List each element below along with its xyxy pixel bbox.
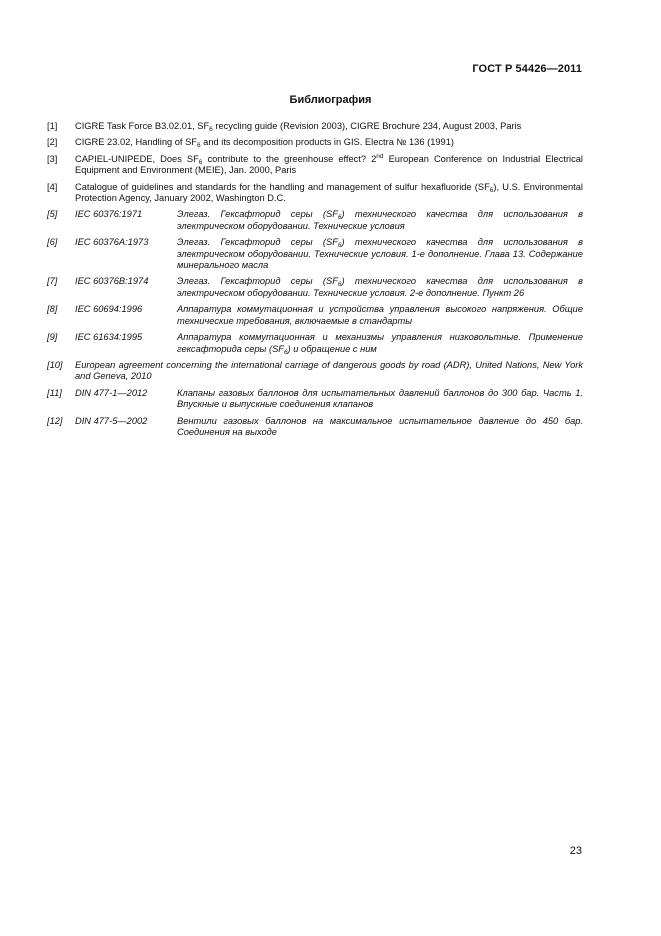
standard-code: IEC 60694:1996 bbox=[75, 304, 143, 315]
bibliography-entry bbox=[47, 360, 583, 383]
bibliography-entry bbox=[47, 154, 583, 177]
bibliography-list bbox=[47, 121, 583, 443]
entry-number: [4] bbox=[47, 181, 58, 192]
bibliography-entry bbox=[47, 388, 583, 411]
entry-number: [8] bbox=[47, 304, 58, 315]
page-number: 23 bbox=[569, 845, 582, 857]
bibliography-entry bbox=[47, 276, 583, 299]
bibliography-entry bbox=[47, 137, 583, 148]
entry-text: CAPIEL-UNIPEDE, Does $SF_6$ contribute to the greenhouse effect? 2nd European Conference on Industrial Electrical Equipment and Environment (MEIE), Jan. 2000, Paris bbox=[75, 152, 583, 176]
entry-number: [2] bbox=[47, 137, 58, 148]
entry-text: Catalogue of guidelines and standards for the handling and management of sulfur hexafluoride $(SF_6)$, U.S. Environmental Protection Agency, January 2002, Washington D.C. bbox=[75, 181, 583, 204]
standard-code: DIN 477-5—2002 bbox=[75, 415, 148, 426]
entry-text: CIGRE 23.02, Handling of $SF_6$ and its decomposition products in GIS. Electra № 136 (1991) bbox=[75, 137, 454, 150]
entry-number: [9] bbox=[47, 332, 58, 343]
standard-code: IEC 61634:1995 bbox=[75, 332, 143, 343]
standard-code: IEC 60376:1971 bbox=[75, 209, 143, 220]
document-code: ГОСТ Р 54426—2011 bbox=[472, 63, 582, 75]
entry-text: Аппаратура коммутационная и устройства управления высокого напряжения. Общие технические требования, включаемые в стандарты bbox=[177, 304, 583, 326]
entry-number: [6] bbox=[47, 237, 58, 248]
entry-number: [3] bbox=[47, 153, 58, 164]
entry-number: [11] bbox=[47, 387, 62, 398]
entry-text: CIGRE Task Force B3.02.01, $SF_6$ recycling guide (Revision 2003), CIGRE Brochure 234, August 2003, Paris bbox=[75, 121, 522, 133]
standard-code: DIN 477-1—2012 bbox=[75, 387, 148, 398]
bibliography-entry bbox=[47, 304, 583, 327]
bibliography-entry bbox=[47, 182, 583, 205]
bibliography-entry bbox=[47, 332, 583, 355]
bibliography-entry bbox=[47, 121, 583, 132]
standard-code: IEC 60376B:1974 bbox=[75, 276, 149, 287]
entry-number: [1] bbox=[47, 121, 58, 131]
entry-text: Элегаз. Гексафторид серы $(SF_6)$ технического качества для использования в электрическом оборудовании. Технические условия bbox=[177, 209, 583, 231]
entry-number: [5] bbox=[47, 209, 58, 220]
entry-number: [7] bbox=[47, 276, 58, 287]
bibliography-entry bbox=[47, 209, 583, 232]
entry-text: Клапаны газовых баллонов для испытательных давлений баллонов до 300 бар. Часть 1. Впускные и выпускные соединения клапанов bbox=[177, 387, 583, 410]
entry-number: [10] bbox=[47, 359, 63, 370]
entry-text: Вентили газовых баллонов на максимальное испытательное давление до 450 бар. Соединения на выходе bbox=[177, 415, 583, 437]
entry-number: [12] bbox=[47, 415, 63, 426]
section-title: Библиография bbox=[289, 94, 372, 106]
entry-text: Аппаратура коммутационная и механизмы управления низковольтные. Применение гексафторида серы $(SF_6)$ и обращение с ним bbox=[177, 332, 583, 356]
bibliography-entry bbox=[47, 237, 583, 271]
entry-text: Элегаз. Гексафторид серы $(SF_6)$ технического качества для использования в электрическом оборудовании. Технические условия. 2-е дополнение. Пункт 26 bbox=[177, 276, 583, 298]
entry-text: European agreement concerning the international carriage of dangerous goods by road (ADR), United Nations, New York and Geneva, 2010 bbox=[75, 359, 583, 382]
bibliography-entry bbox=[47, 416, 583, 439]
standard-code: IEC 60376A:1973 bbox=[75, 237, 149, 248]
entry-text: Элегаз. Гексафторид серы $(SF_6)$ технического качества для использования в электрическом оборудовании. Технические условия. 1-е дополнение. Глава 13. Содержание минерального масла bbox=[177, 237, 583, 271]
